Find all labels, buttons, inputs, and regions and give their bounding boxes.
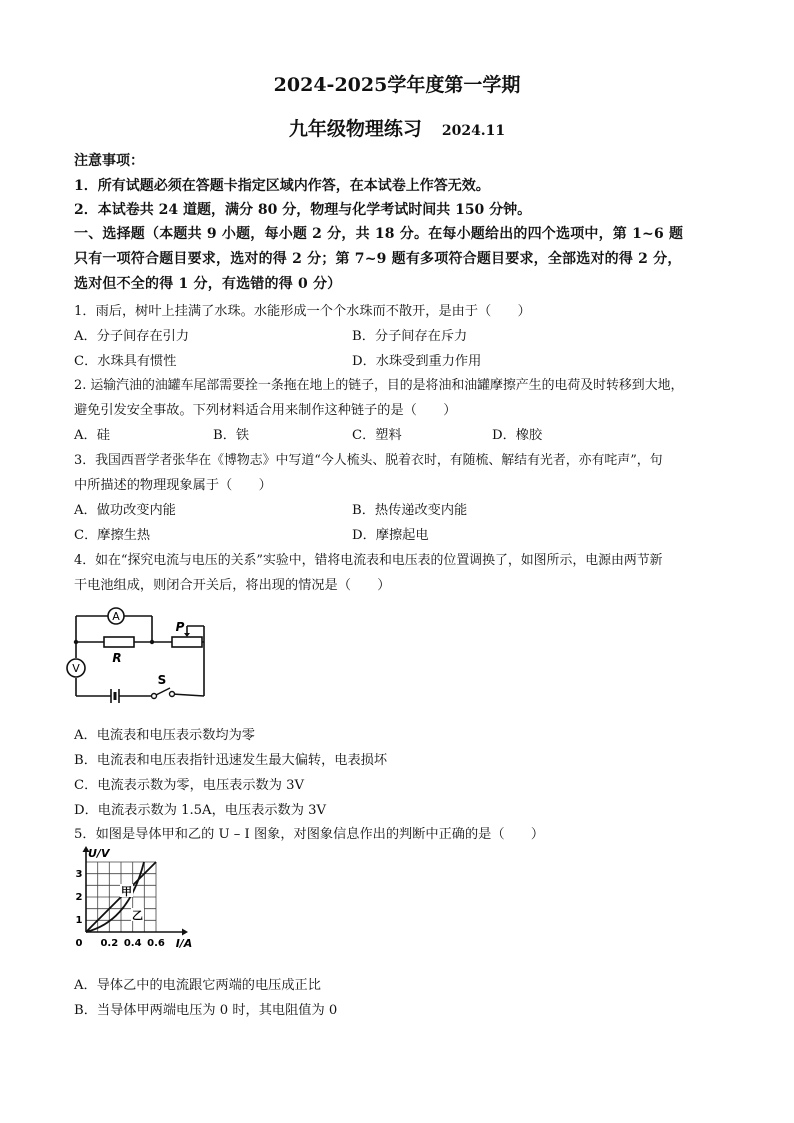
section-instructions-line-2: 只有一项符合题目要求，选对的得 2 分；第 7~9 题有多项符合题目要求，全部选对的得 2 分， (74, 251, 682, 267)
q3-stem-line-2: 中所描述的物理现象属于（ ） (74, 478, 272, 493)
q1-stem: 1．雨后，树叶上挂满了水珠。水能形成一个个水珠而不散开，是由于（ ） (74, 304, 531, 319)
q4-ammeter-label: A (112, 610, 120, 623)
q5-y-tick: 1 (75, 915, 83, 926)
q4-option-d: D．电流表示数为 1.5A，电压表示数为 3V (74, 803, 326, 818)
q1-option-c: C．水珠具有惯性 (74, 354, 177, 369)
q5-y-axis-label: U/V (88, 847, 110, 860)
q5-ui-graph (70, 846, 210, 964)
q5-label-yi: 乙 (132, 909, 143, 922)
q3-option-d: D．摩擦起电 (352, 528, 429, 543)
q4-stem-line-1: 4．如在“探究电流与电压的关系”实验中，错将电流表和电压表的位置调换了，如图所示，电源由两节新 (74, 553, 663, 568)
exam-subtitle (0, 114, 794, 141)
q1-option-a: A．分子间存在引力 (74, 329, 190, 344)
q4-resistor-icon (104, 637, 134, 647)
q5-y-tick: 0 (75, 938, 83, 949)
q5-y-tick: 2 (75, 892, 83, 903)
q1-option-b: B．分子间存在斥力 (352, 329, 468, 344)
q1-option-d: D．水珠受到重力作用 (352, 354, 482, 369)
q3-stem-line-1: 3．我国西晋学者张华在《博物志》中写道“今人梳头、脱着衣时，有随梳、解结有光者，亦有咤声”，句 (74, 453, 663, 468)
q4-option-b: B．电流表和电压表指针迅速发生最大偏转，电表损坏 (74, 753, 388, 768)
q5-y-tick: 3 (75, 869, 83, 880)
q5-x-axis-label: I/A (175, 937, 193, 950)
subject-title: 九年级物理练习 (288, 118, 422, 140)
q5-x-tick: 0.6 (147, 938, 165, 949)
q2-option-d: D．橡胶 (492, 428, 543, 443)
q4-option-c: C．电流表示数为零，电压表示数为 3V (74, 778, 305, 793)
q4-resistor-label: R (112, 651, 122, 665)
q3-option-c: C．摩擦生热 (74, 528, 151, 543)
q4-rheostat-icon (172, 637, 202, 647)
q4-slider-label: P (175, 620, 185, 634)
notice-item-2: 2．本试卷共 24 道题，满分 80 分，物理与化学考试时间共 150 分钟。 (74, 202, 532, 218)
q4-voltmeter-label: V (72, 662, 80, 675)
q5-stem: 5．如图是导体甲和乙的 U – I 图象，对图象信息作出的判断中正确的是（ ） (74, 827, 545, 842)
notice-heading: 注意事项： (74, 153, 144, 169)
q4-circuit-diagram (64, 600, 224, 715)
q2-stem-line-1: 2. 运输汽油的油罐车尾部需要拴一条拖在地上的链子，目的是将油和油罐摩擦产生的电荷及时转移到大地， (74, 378, 684, 393)
q5-option-a: A．导体乙中的电流跟它两端的电压成正比 (74, 978, 321, 993)
section-instructions-line-3: 选对但不全的得 1 分，有选错的得 0 分） (74, 276, 342, 292)
section-instructions-line-1: 一、选择题（本题共 9 小题，每小题 2 分，共 18 分。在每小题给出的四个选项中，第 1~6 题 (74, 226, 684, 242)
q2-stem-line-2: 避免引发安全事故。下列材料适合用来制作这种链子的是（ ） (74, 403, 457, 418)
exam-date: 2024.11 (441, 123, 506, 139)
exam-title: 2024-2025学年度第一学期 (273, 74, 521, 96)
q5-label-jia: 甲 (121, 885, 132, 898)
notice-item-1: 1．所有试题必须在答题卡指定区域内作答，在本试卷上作答无效。 (74, 178, 490, 194)
q3-option-a: A．做功改变内能 (74, 503, 176, 518)
q4-stem-line-2: 干电池组成，则闭合开关后，将出现的情况是（ ） (74, 578, 391, 593)
q2-option-c: C．塑料 (352, 428, 402, 443)
q4-switch-label: S (157, 673, 167, 687)
q2-option-a: A．硅 (74, 428, 110, 443)
q5-option-b: B．当导体甲两端电压为 0 时，其电阻值为 0 (74, 1003, 338, 1018)
q5-x-tick: 0.2 (100, 938, 119, 949)
q2-option-b: B．铁 (213, 428, 250, 443)
q3-option-b: B．热传递改变内能 (352, 503, 468, 518)
q5-x-tick: 0.4 (123, 938, 142, 949)
q4-option-a: A．电流表和电压表示数均为零 (74, 728, 255, 743)
